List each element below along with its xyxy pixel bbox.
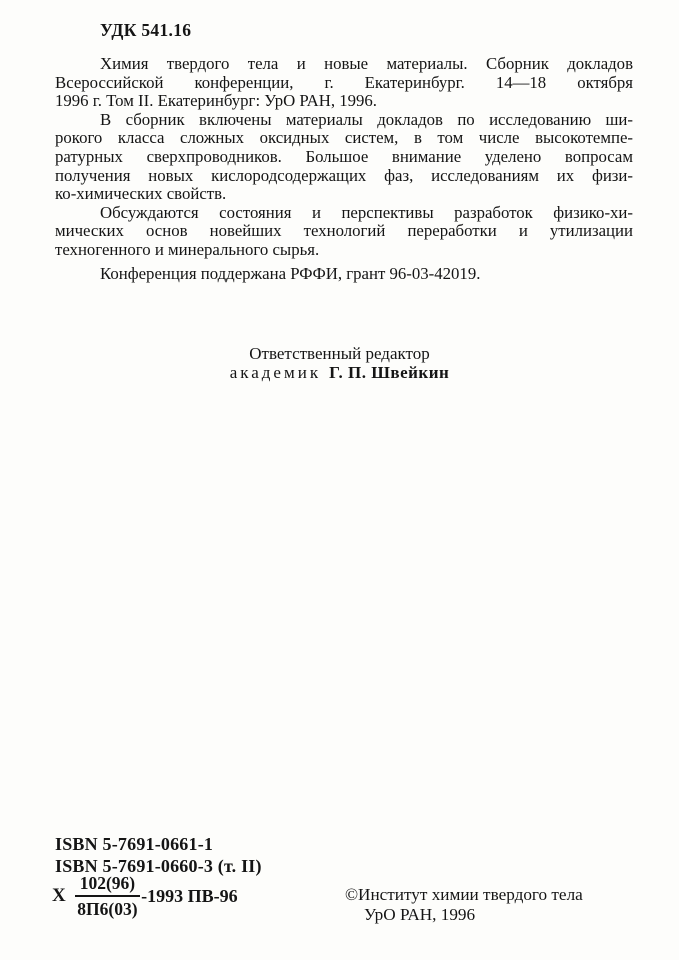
catalog-numerator: 102(96): [75, 872, 140, 897]
catalog-fraction: [75, 872, 140, 920]
copyright-line-2: УрО РАН, 1996: [364, 905, 476, 924]
catalog-letter: Х: [52, 885, 66, 906]
text-line: Конференция поддержана РФФИ, грант 96-03-42019.: [100, 263, 481, 283]
text-line: Химия твердого тела и новые материалы. Сборник докладов: [100, 54, 633, 73]
isbn-line-2: ISBN 5-7691-0660-3 (т. II): [55, 855, 262, 876]
text-line: 1996 г. Том II. Екатеринбург: УрО РАН, 1996.: [55, 91, 377, 111]
grant-line: [55, 265, 633, 284]
bibliography-paragraph: [55, 55, 633, 111]
text-line: ратурных сверхпроводников. Большое внимание уделено вопросам: [55, 146, 633, 166]
annotation-block: [55, 55, 633, 283]
text-line: Обсуждаются состояния и перспективы разработок физико-хи-: [100, 202, 633, 222]
copyright-line-1: ©Институт химии твердого тела: [345, 885, 583, 904]
text-line: ко-химических свойств.: [55, 184, 227, 204]
text-line: В сборник включены материалы докладов по исследованию ши-: [100, 109, 633, 129]
isbn-block: [55, 834, 262, 877]
abstract-paragraph-2: [55, 204, 633, 260]
catalog-code: [52, 872, 238, 920]
editor-rank: академик: [229, 363, 322, 382]
editor-block: [0, 344, 679, 382]
text-line: мических основ новейших технологий переработки и утилизации: [55, 221, 633, 241]
editor-name: Г. П. Швейкин: [329, 363, 450, 382]
editor-role: Ответственный редактор: [249, 344, 430, 363]
editor-name-line: [0, 363, 679, 382]
text-line: получения новых кислородсодержащих фаз, исследованиям их физи-: [55, 165, 633, 185]
text-line: Всероссийской конференции, г. Екатеринбург. 14—18 октября: [55, 72, 633, 92]
udc-number: УДК 541.16: [100, 20, 192, 40]
abstract-paragraph-1: [55, 111, 633, 204]
text-line: рокого класса сложных оксидных систем, в том числе высокотемпе-: [55, 128, 633, 148]
catalog-suffix: -1993 ПВ-96: [141, 885, 238, 906]
copyright-block: [345, 885, 583, 925]
catalog-denominator: 8П6(03): [77, 899, 138, 919]
text-line: техногенного и минерального сырья.: [55, 239, 320, 259]
isbn-line-1: ISBN 5-7691-0661-1: [55, 834, 214, 854]
